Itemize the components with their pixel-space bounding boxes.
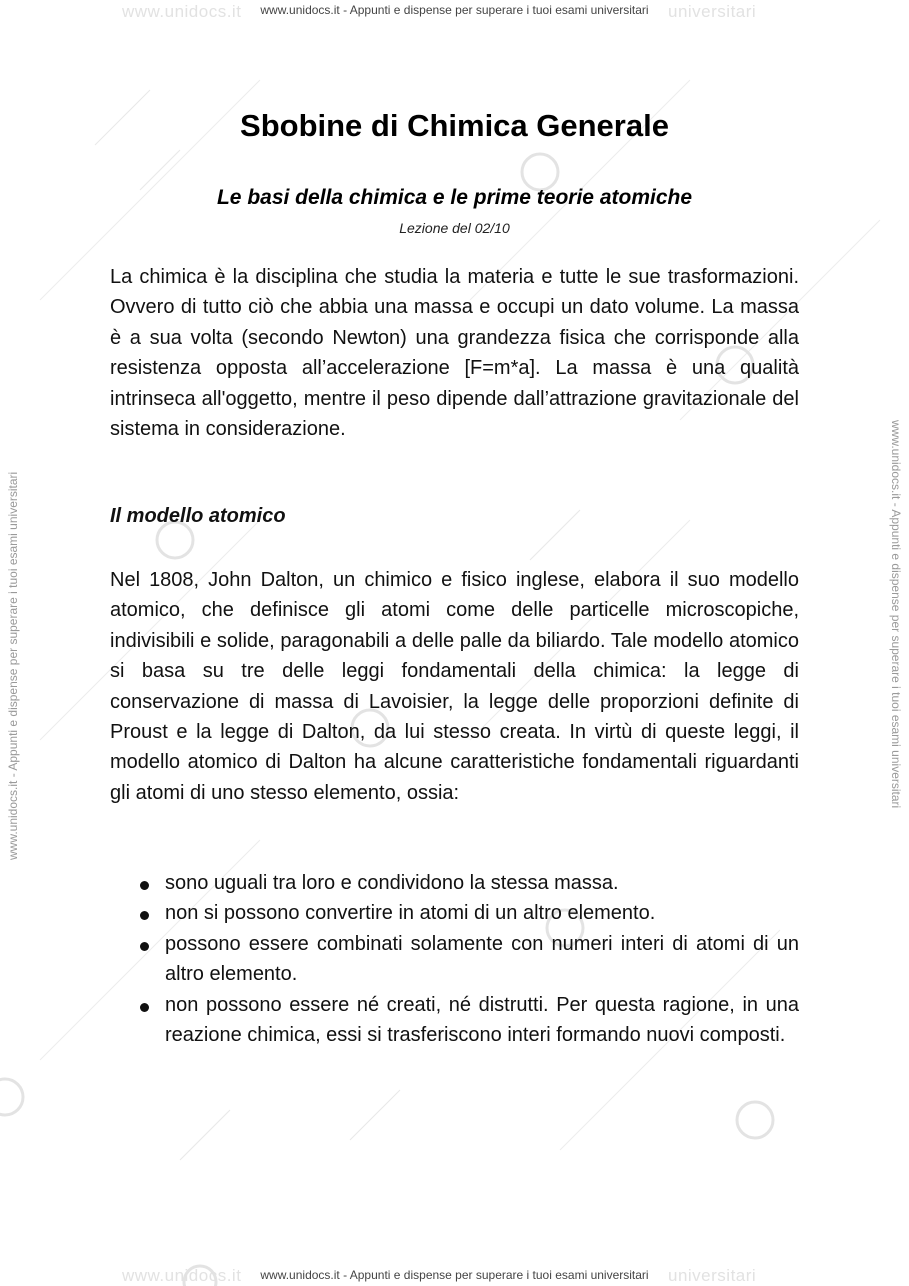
bullet-icon: [140, 942, 149, 951]
paragraph-intro: La chimica è la disciplina che studia la materia e tutte le sue trasformazioni. Ovvero di tutto ciò che abbia una massa e occupi un dato volume. La massa è a sua volta (secondo Newton) una grandezza fisica che corrisponde alla resistenza opposta all’accelerazione [F=m*a]. La massa è una qualità intrinseca all'oggetto, mentre il peso dipende dall’attrazione gravitazionale del sistema in considerazione.: [110, 266, 799, 441]
paragraph-dalton: Nel 1808, John Dalton, un chimico e fisico inglese, elabora il suo modello atomico, che definisce gli atomi come delle particelle microscopiche, indivisibili e solide, paragonabili a delle palle da biliardo. Tale modello atomico si basa su tre delle leggi fondamentali della chimica: la legge di conservazione di massa di Lavoisier, la legge delle proporzioni definite di Proust e la legge di Dalton, da lui stesso creata. In virtù di queste leggi, il modello atomico di Dalton ha alcune caratteristiche fondamentali riguardanti gli atomi di uno stesso elemento, ossia:: [110, 569, 799, 804]
list-item: [110, 868, 799, 898]
list-item-text: sono uguali tra loro e condividono la stessa massa.: [165, 872, 619, 894]
bullet-icon: [140, 911, 149, 920]
watermark-ghost-left: www.unidocs.it: [122, 2, 242, 21]
watermark-header: www.unidocs.it - Appunti e dispense per superare i tuoi esami universitari: [260, 3, 649, 17]
list-item: [110, 898, 799, 928]
list-item: [110, 929, 799, 990]
watermark-side-left: www.unidocs.it - Appunti e dispense per superare i tuoi esami universitari: [6, 471, 20, 860]
document-title: Sbobine di Chimica Generale: [240, 108, 669, 143]
list-item-text: possono essere combinati solamente con numeri interi di atomi di un altro elemento.: [165, 932, 799, 986]
section-heading: Il modello atomico: [110, 505, 286, 527]
watermark-ghost-left-bottom: www.unidocs.it: [122, 1266, 242, 1285]
bullet-icon: [140, 1003, 149, 1012]
bullet-icon: [140, 881, 149, 890]
list-item: [110, 990, 799, 1051]
list-item-text: non possono essere né creati, né distrutti. Per questa ragione, in una reazione chimica, essi si trasferiscono interi formando nuovi composti.: [165, 993, 799, 1047]
lecture-date: Lezione del 02/10: [399, 220, 510, 236]
document-subtitle: Le basi della chimica e le prime teorie atomiche: [216, 186, 693, 209]
list-item-text: non si possono convertire in atomi di un altro elemento.: [165, 902, 656, 925]
watermark-side-right: www.unidocs.it - Appunti e dispense per superare i tuoi esami universitari: [889, 420, 903, 809]
watermark-ghost-right: universitari: [668, 2, 757, 21]
bullet-list: [110, 868, 799, 1050]
watermark-footer: www.unidocs.it - Appunti e dispense per superare i tuoi esami universitari: [260, 1268, 649, 1282]
watermark-ghost-right-bottom: universitari: [668, 1266, 757, 1285]
